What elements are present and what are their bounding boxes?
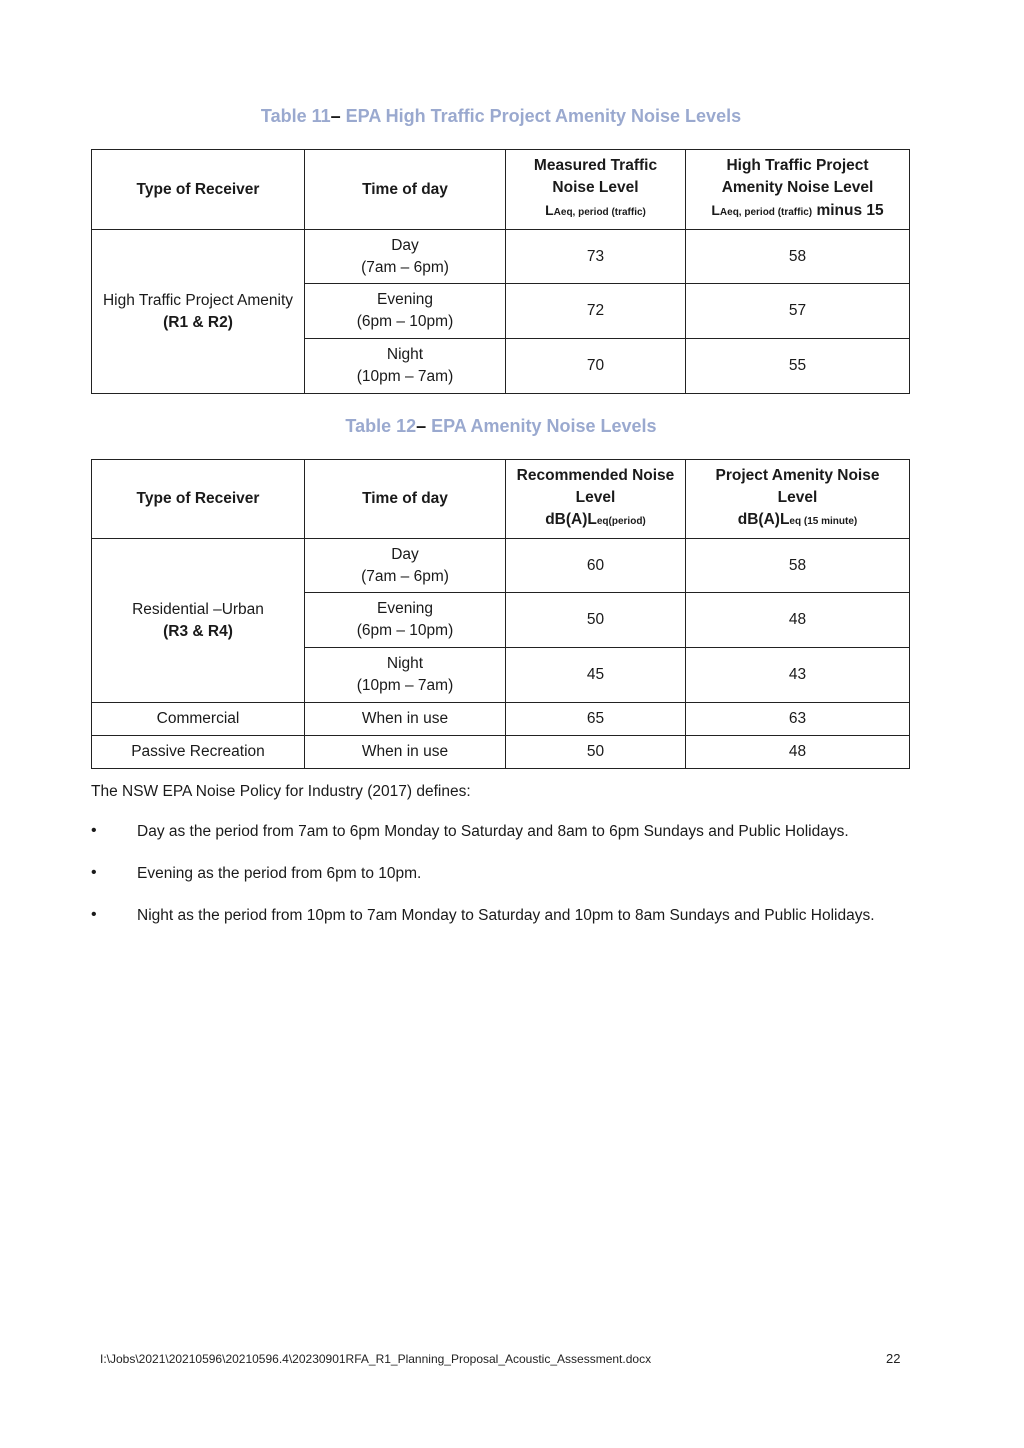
footer-file-path: I:\Jobs\2021\20210596\20210596.4\20230901RFA_R1_Planning_Proposal_Acoustic_Assessment.docx [100, 1352, 652, 1366]
recommended-cell: 50 [506, 736, 686, 769]
definitions-list [91, 823, 875, 949]
receiver-cell: Passive Recreation [92, 736, 305, 769]
project-cell: 57 [686, 284, 910, 339]
header-time-of-day: Time of day [305, 150, 506, 230]
period-hours: (6pm – 10pm) [356, 622, 454, 639]
recommended-cell: 60 [506, 539, 686, 593]
table-header-row [92, 460, 910, 539]
header-line: Measured Traffic [533, 157, 658, 174]
table-11 [91, 149, 910, 394]
definition-text: Day as the period from 7am to 6pm Monday to Saturday and 8am to 6pm Sundays and Public Holidays. [137, 823, 849, 840]
header-unit [690, 199, 905, 224]
unit-subscript: Aeq, period (traffic) [553, 207, 646, 218]
unit-symbol: L [545, 202, 554, 218]
definition-text: Night as the period from 10pm to 7am Monday to Saturday and 10pm to 8am Sundays and Public Holidays. [137, 907, 875, 924]
table-row [92, 230, 910, 284]
period-label: Night [386, 655, 424, 672]
period-label: Day [391, 545, 419, 563]
time-cell [305, 230, 506, 284]
definition-text: Evening as the period from 6pm to 10pm. [137, 865, 422, 882]
page-number: 22 [886, 1351, 901, 1366]
table-12-number: Table 12 [345, 416, 417, 436]
receiver-code: (R3 & R4) [163, 622, 233, 640]
project-cell: 58 [686, 230, 910, 284]
receiver-name: Residential –Urban [132, 600, 264, 618]
time-cell [305, 539, 506, 593]
table-row [92, 539, 910, 593]
receiver-cell: Commercial [92, 703, 305, 736]
receiver-cell [92, 539, 305, 703]
recommended-cell: 65 [506, 703, 686, 736]
time-cell [305, 593, 506, 648]
table-12-caption [0, 416, 1002, 437]
header-unit [510, 199, 681, 224]
measured-cell: 73 [506, 230, 686, 284]
period-hours: (7am – 6pm) [361, 258, 449, 276]
period-label: Day [391, 236, 419, 254]
period-label: Evening [376, 600, 433, 617]
period-hours: (10pm – 7am) [356, 368, 454, 385]
caption-dash: – [416, 416, 427, 436]
receiver-cell [92, 230, 305, 394]
receiver-name: High Traffic Project Amenity [102, 291, 294, 309]
table-header-row [92, 150, 910, 230]
table-row [92, 703, 910, 736]
period-hours: (7am – 6pm) [361, 567, 449, 585]
bullet-icon: • [91, 864, 97, 881]
list-item [91, 865, 875, 907]
period-hours: (6pm – 10pm) [356, 313, 454, 330]
bullet-icon: • [91, 822, 97, 839]
header-type-of-receiver: Type of Receiver [92, 150, 305, 230]
project-cell: 48 [686, 593, 910, 648]
list-item [91, 907, 875, 949]
header-unit [510, 509, 681, 533]
time-cell [305, 648, 506, 703]
unit-suffix: minus 15 [812, 202, 884, 219]
table-row [92, 736, 910, 769]
bullet-icon: • [91, 906, 97, 923]
unit-symbol: dB(A)L [545, 511, 597, 528]
time-cell [305, 284, 506, 339]
policy-intro: The NSW EPA Noise Policy for Industry (2017) defines: [91, 783, 471, 800]
header-line: Amenity Noise Level [721, 179, 874, 196]
project-cell: 58 [686, 539, 910, 593]
header-line: Project Amenity Noise [715, 467, 880, 484]
header-time-of-day: Time of day [305, 460, 506, 539]
receiver-code: (R1 & R2) [163, 313, 233, 331]
recommended-cell: 50 [506, 593, 686, 648]
header-recommended-noise-level [506, 460, 686, 539]
time-cell [305, 339, 506, 394]
period-hours: (10pm – 7am) [356, 677, 454, 694]
project-cell: 55 [686, 339, 910, 394]
project-cell: 63 [686, 703, 910, 736]
project-cell: 43 [686, 648, 910, 703]
table-12-title: EPA Amenity Noise Levels [426, 416, 657, 436]
recommended-cell: 45 [506, 648, 686, 703]
caption-dash: – [330, 106, 341, 126]
project-cell: 48 [686, 736, 910, 769]
period-label: Evening [376, 291, 433, 308]
period-label: Night [386, 346, 424, 363]
header-line: Noise Level [552, 179, 639, 196]
header-line: Recommended Noise [516, 467, 675, 484]
header-project-amenity-noise-level [686, 460, 910, 539]
header-measured-traffic-noise [506, 150, 686, 230]
time-cell: When in use [305, 703, 506, 736]
header-line: Level [575, 489, 616, 506]
unit-subscript: Aeq, period (traffic) [719, 207, 813, 218]
table-11-title: EPA High Traffic Project Amenity Noise Levels [340, 106, 742, 126]
table-12 [91, 459, 910, 769]
measured-cell: 72 [506, 284, 686, 339]
header-type-of-receiver: Type of Receiver [92, 460, 305, 539]
table-11-number: Table 11 [260, 106, 331, 126]
header-line: Level [777, 489, 818, 506]
unit-subscript: eq(period) [596, 516, 646, 527]
time-cell: When in use [305, 736, 506, 769]
list-item [91, 823, 875, 865]
header-unit [690, 509, 905, 533]
unit-symbol: dB(A)L [737, 511, 790, 528]
header-project-amenity-noise [686, 150, 910, 230]
unit-subscript: eq (15 minute) [789, 516, 858, 527]
header-line: High Traffic Project [726, 157, 869, 174]
table-11-caption [0, 106, 1002, 127]
measured-cell: 70 [506, 339, 686, 394]
unit-symbol: L [711, 202, 720, 218]
